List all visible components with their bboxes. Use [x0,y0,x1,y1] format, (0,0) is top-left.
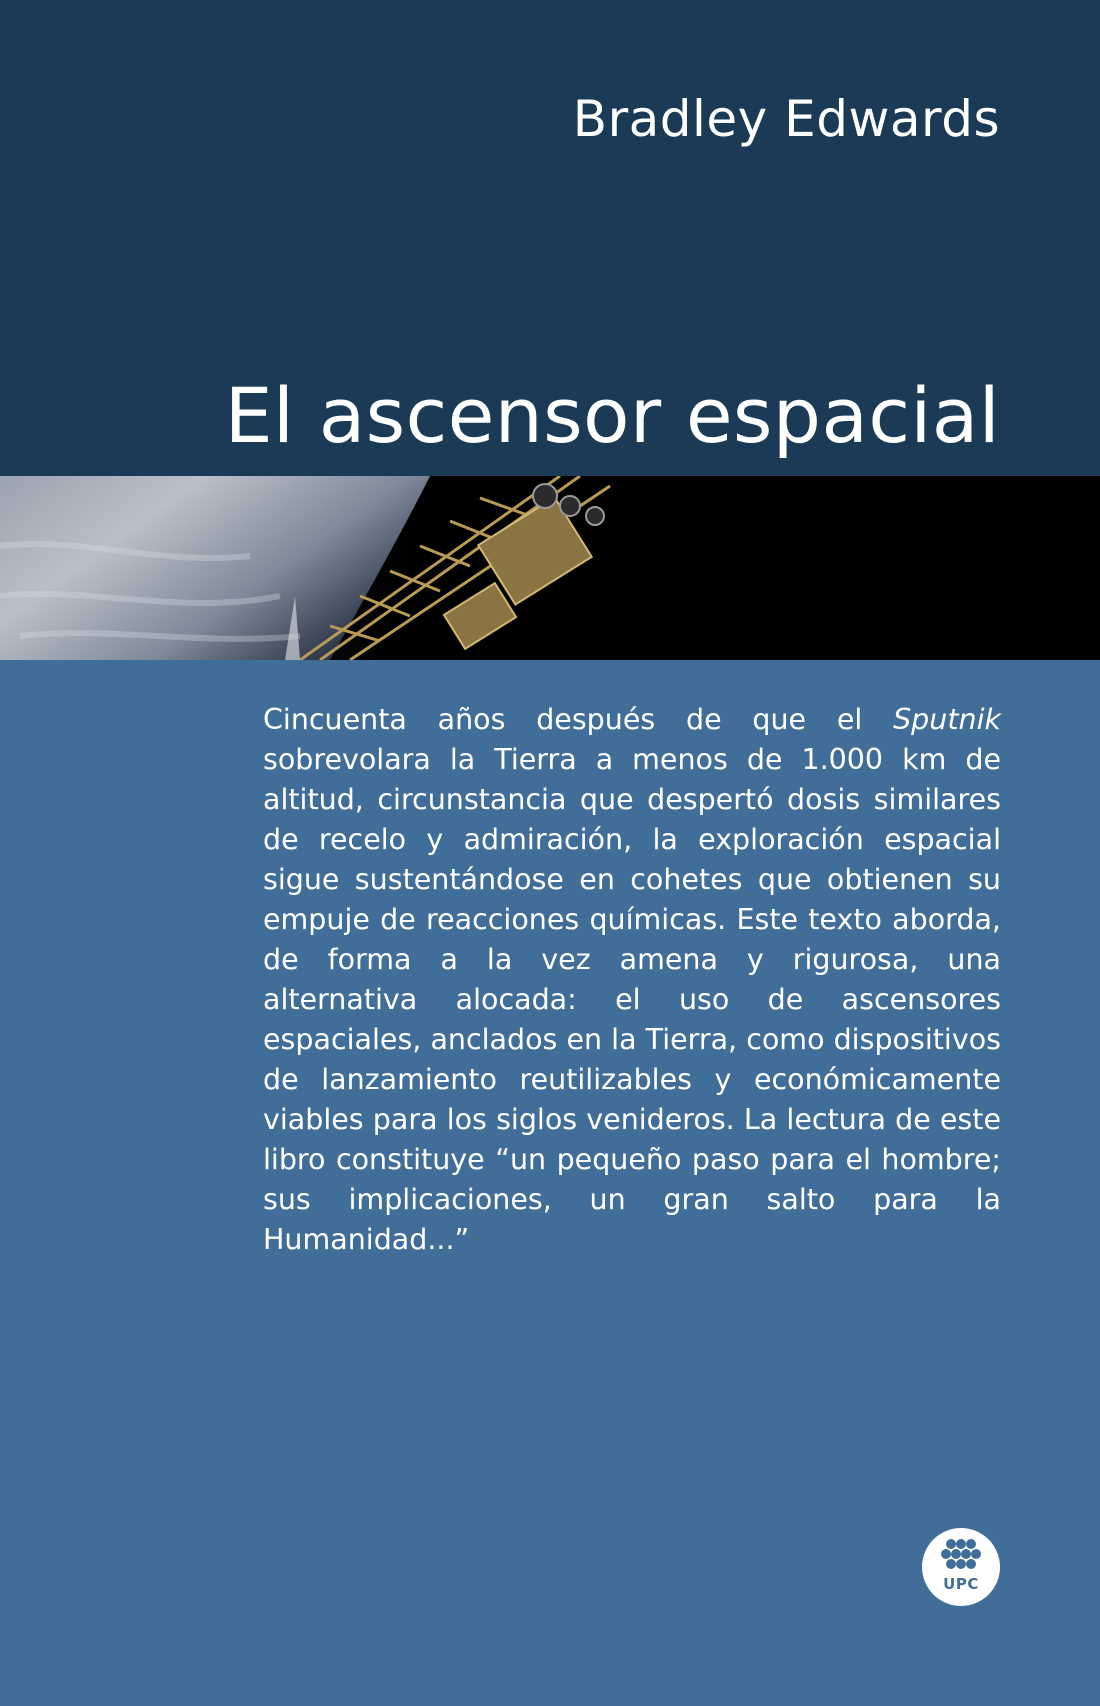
author-name: Bradley Edwards [572,90,1000,148]
book-title: El ascensor espacial [224,371,1000,460]
space-elevator-climber-image [0,476,1100,660]
blurb-italic-sputnik: Sputnik [893,703,1001,736]
back-cover-blurb [263,700,1001,1260]
blurb-text-start: Cincuenta años después de que el [263,703,894,736]
space-elevator-image [0,476,1100,660]
publisher-logo-text: UPC [943,1575,979,1593]
blurb-text-rest: sobrevolara la Tierra a menos de 1.000 km de altitud, circunstancia que despertó dosis similares de recelo y admiración, la exploración espacial sigue sustentándose en cohetes que obtienen su empuje de reacciones químicas. Este texto aborda, de forma a la vez amena y rigurosa, una alternativa alocada: el uso de ascensores espaciales, anclados en la Tierra, como dispositivos de lanzamiento reutilizables y económicamente viables para los siglos venideros. La lectura de este libro constituye “un pequeño paso para el hombre; sus implicaciones, un gran salto para la Humanidad...” [263,743,1001,1256]
upc-logo-icon [922,1528,1000,1606]
